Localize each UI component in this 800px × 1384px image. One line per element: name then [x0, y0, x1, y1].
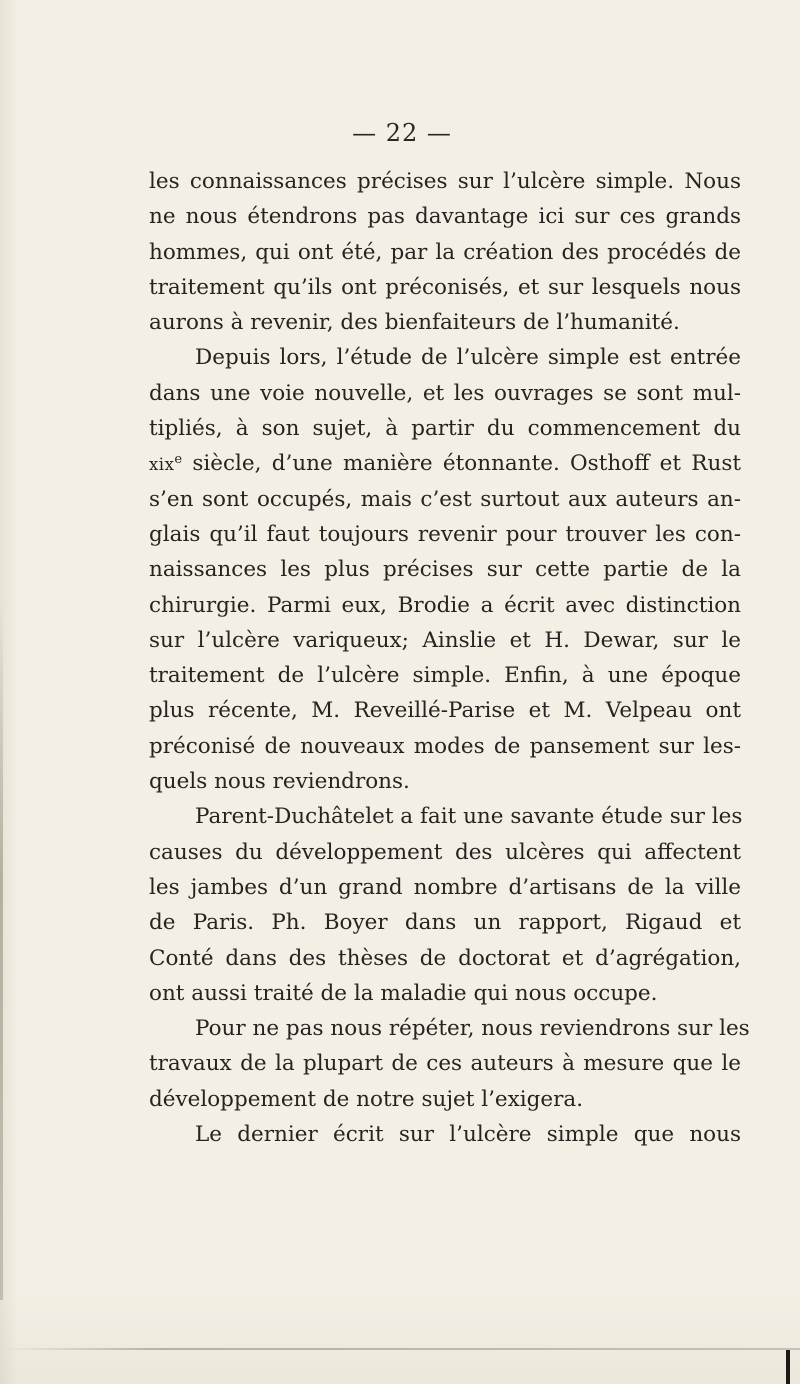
century-numeral: xix	[149, 455, 175, 475]
text-line: préconisé de nouveaux modes de pansement sur les-	[149, 733, 741, 759]
scan-corner-mark	[786, 1350, 790, 1384]
paragraph-start: Parent-Duchâtelet a fait une savante étude sur les	[195, 804, 743, 830]
text-line: les connaissances précises sur l’ulcère simple. Nous	[149, 169, 741, 194]
text-line: ne nous étendrons pas davantage ici sur ces grands	[149, 204, 741, 230]
text-line: Conté dans des thèses de doctorat et d’agrégation,	[149, 945, 741, 971]
text-line: traitement qu’ils ont préconisés, et sur lesquels nous	[149, 274, 741, 300]
text-line	[149, 446, 741, 481]
text-line: hommes, qui ont été, par la création des procédés de	[149, 239, 741, 265]
paragraph-start: Depuis lors, l’étude de l’ulcère simple est entrée	[195, 345, 741, 371]
page-binding-shadow	[0, 600, 3, 1300]
text-line: sur l’ulcère variqueux; Ainslie et H. Dewar, sur le	[149, 627, 741, 653]
text-line: quels nous reviendrons.	[149, 769, 410, 795]
text-line: plus récente, M. Reveillé-Parise et M. Velpeau ont	[149, 698, 741, 724]
text-line: aurons à revenir, des bienfaiteurs de l’humanité.	[149, 310, 680, 336]
text-line: tipliés, à son sujet, à partir du commencement du	[149, 416, 741, 442]
text-line: chirurgie. Parmi eux, Brodie a écrit avec distinction	[149, 592, 741, 618]
text-line: s’en sont occupés, mais c’est surtout aux auteurs an-	[149, 486, 741, 512]
body-text	[149, 164, 750, 1152]
text-line: développement de notre sujet l’exigera.	[149, 1086, 584, 1112]
century-superscript: e	[174, 452, 183, 468]
paragraph-start: Pour ne pas nous répéter, nous reviendrons sur les	[195, 1016, 750, 1042]
text-line: les jambes d’un grand nombre d’artisans de la ville	[149, 874, 741, 900]
page-number: — 22 —	[352, 119, 452, 147]
text-line: naissances les plus précises sur cette partie de la	[149, 557, 741, 583]
text-line-rest: siècle, d’une manière étonnante. Osthoff et Rust	[182, 451, 741, 477]
text-line: causes du développement des ulcères qui affectent	[149, 839, 741, 865]
text-line: glais qu’il faut toujours revenir pour trouver les con-	[149, 521, 741, 547]
text-line: de Paris. Ph. Boyer dans un rapport, Rigaud et	[149, 910, 741, 936]
text-line: ont aussi traité de la maladie qui nous occupe.	[149, 980, 658, 1006]
text-line: dans une voie nouvelle, et les ouvrages se sont mul-	[149, 380, 741, 406]
text-line: travaux de la plupart de ces auteurs à mesure que le	[149, 1051, 741, 1077]
paragraph-start: Le dernier écrit sur l’ulcère simple que nous	[195, 1122, 741, 1148]
scan-bottom-edge	[0, 1348, 800, 1350]
text-line: traitement de l’ulcère simple. Enfin, à une époque	[149, 663, 741, 689]
